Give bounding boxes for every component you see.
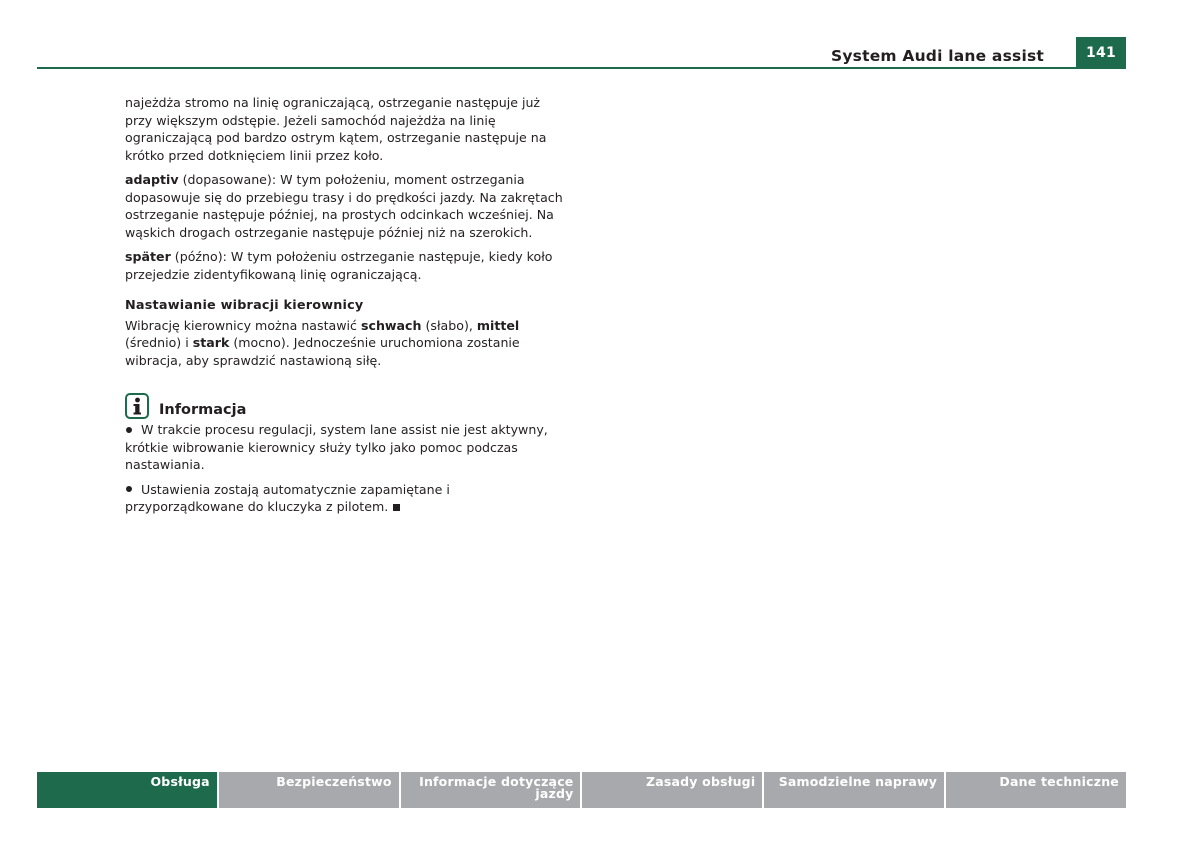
main-content xyxy=(125,94,567,523)
footer-tab-bezpieczenstwo[interactable]: Bezpieczeństwo xyxy=(219,772,399,808)
term-schwach: schwach xyxy=(360,317,422,333)
footer-tab-naprawy[interactable]: Samodzielne naprawy xyxy=(764,772,944,808)
page-number: 141 xyxy=(1076,37,1126,69)
vibration-text-4: (mocno). Jednocześnie uruchomiona zostanie wibracja, aby sprawdzić nastawioną siłę. xyxy=(125,335,520,368)
footer-nav xyxy=(37,772,1126,808)
info-header xyxy=(125,393,567,419)
vibration-text-3: (średnio) i xyxy=(125,335,193,350)
paragraph-adaptiv-text: (dopasowane): W tym położeniu, moment ostrzegania dopasowuje się do przebiegu trasy i do prędkości jazdy. Na zakrętach ostrzeganie następuje później, na prostych odcinkach wcześniej. Na wąskich drogach ostrzeganie następuje później niż na szerokich. xyxy=(125,172,563,240)
footer-tab-informacje[interactable]: Informacje dotyczące jazdy xyxy=(401,772,581,808)
paragraph-spater-text: (późno): W tym położeniu ostrzeganie następuje, kiedy koło przejedzie zidentyfikowaną linię ograniczającą. xyxy=(125,249,553,282)
vibration-text-1: Wibrację kierownicy można nastawić xyxy=(125,317,361,333)
paragraph-vibration xyxy=(125,317,567,370)
term-stark: stark xyxy=(192,335,230,350)
info-bullet-2 xyxy=(125,481,567,516)
paragraph-warning-angle: najeżdża stromo na linię ograniczającą, ostrzeganie następuje już przy większym odstępie. Jeżeli samochód najeżdża na linię ograniczającą pod bardzo ostrym kątem, ostrzeganie następuje na krótko przed dotknięciem linii przez koło. xyxy=(125,95,547,163)
info-box xyxy=(125,393,567,516)
paragraph-adaptiv xyxy=(125,171,567,241)
term-spater: später xyxy=(125,249,171,264)
vibration-text-2: (słabo), xyxy=(421,317,477,333)
info-title: Informacja xyxy=(159,402,247,418)
subheading-vibration: Nastawianie wibracji kierownicy xyxy=(125,298,364,313)
bullet-icon xyxy=(126,427,132,433)
bullet-icon xyxy=(126,486,132,492)
info-bullet-1-text: W trakcie procesu regulacji, system lane assist nie jest aktywny, krótkie wibrowanie kierownicy służy tylko jako pomoc podczas nastawiania. xyxy=(125,422,548,472)
footer-tab-dane[interactable]: Dane techniczne xyxy=(946,772,1126,808)
info-bullet-1 xyxy=(125,421,567,474)
info-bullet-2-text: Ustawienia zostają automatycznie zapamiętane i przyporządkowane do kluczyka z pilotem. xyxy=(125,481,450,514)
section-title: System Audi lane assist xyxy=(831,47,1044,65)
footer-tab-obsluga[interactable]: Obsługa xyxy=(37,772,217,808)
term-mittel: mittel xyxy=(476,317,520,333)
footer-tab-zasady[interactable]: Zasady obsługi xyxy=(582,772,762,808)
header-rule xyxy=(37,67,1126,69)
info-icon xyxy=(125,393,149,419)
term-adaptiv: adaptiv xyxy=(125,172,179,187)
end-of-section-icon xyxy=(393,504,400,511)
paragraph-spater xyxy=(125,248,567,283)
